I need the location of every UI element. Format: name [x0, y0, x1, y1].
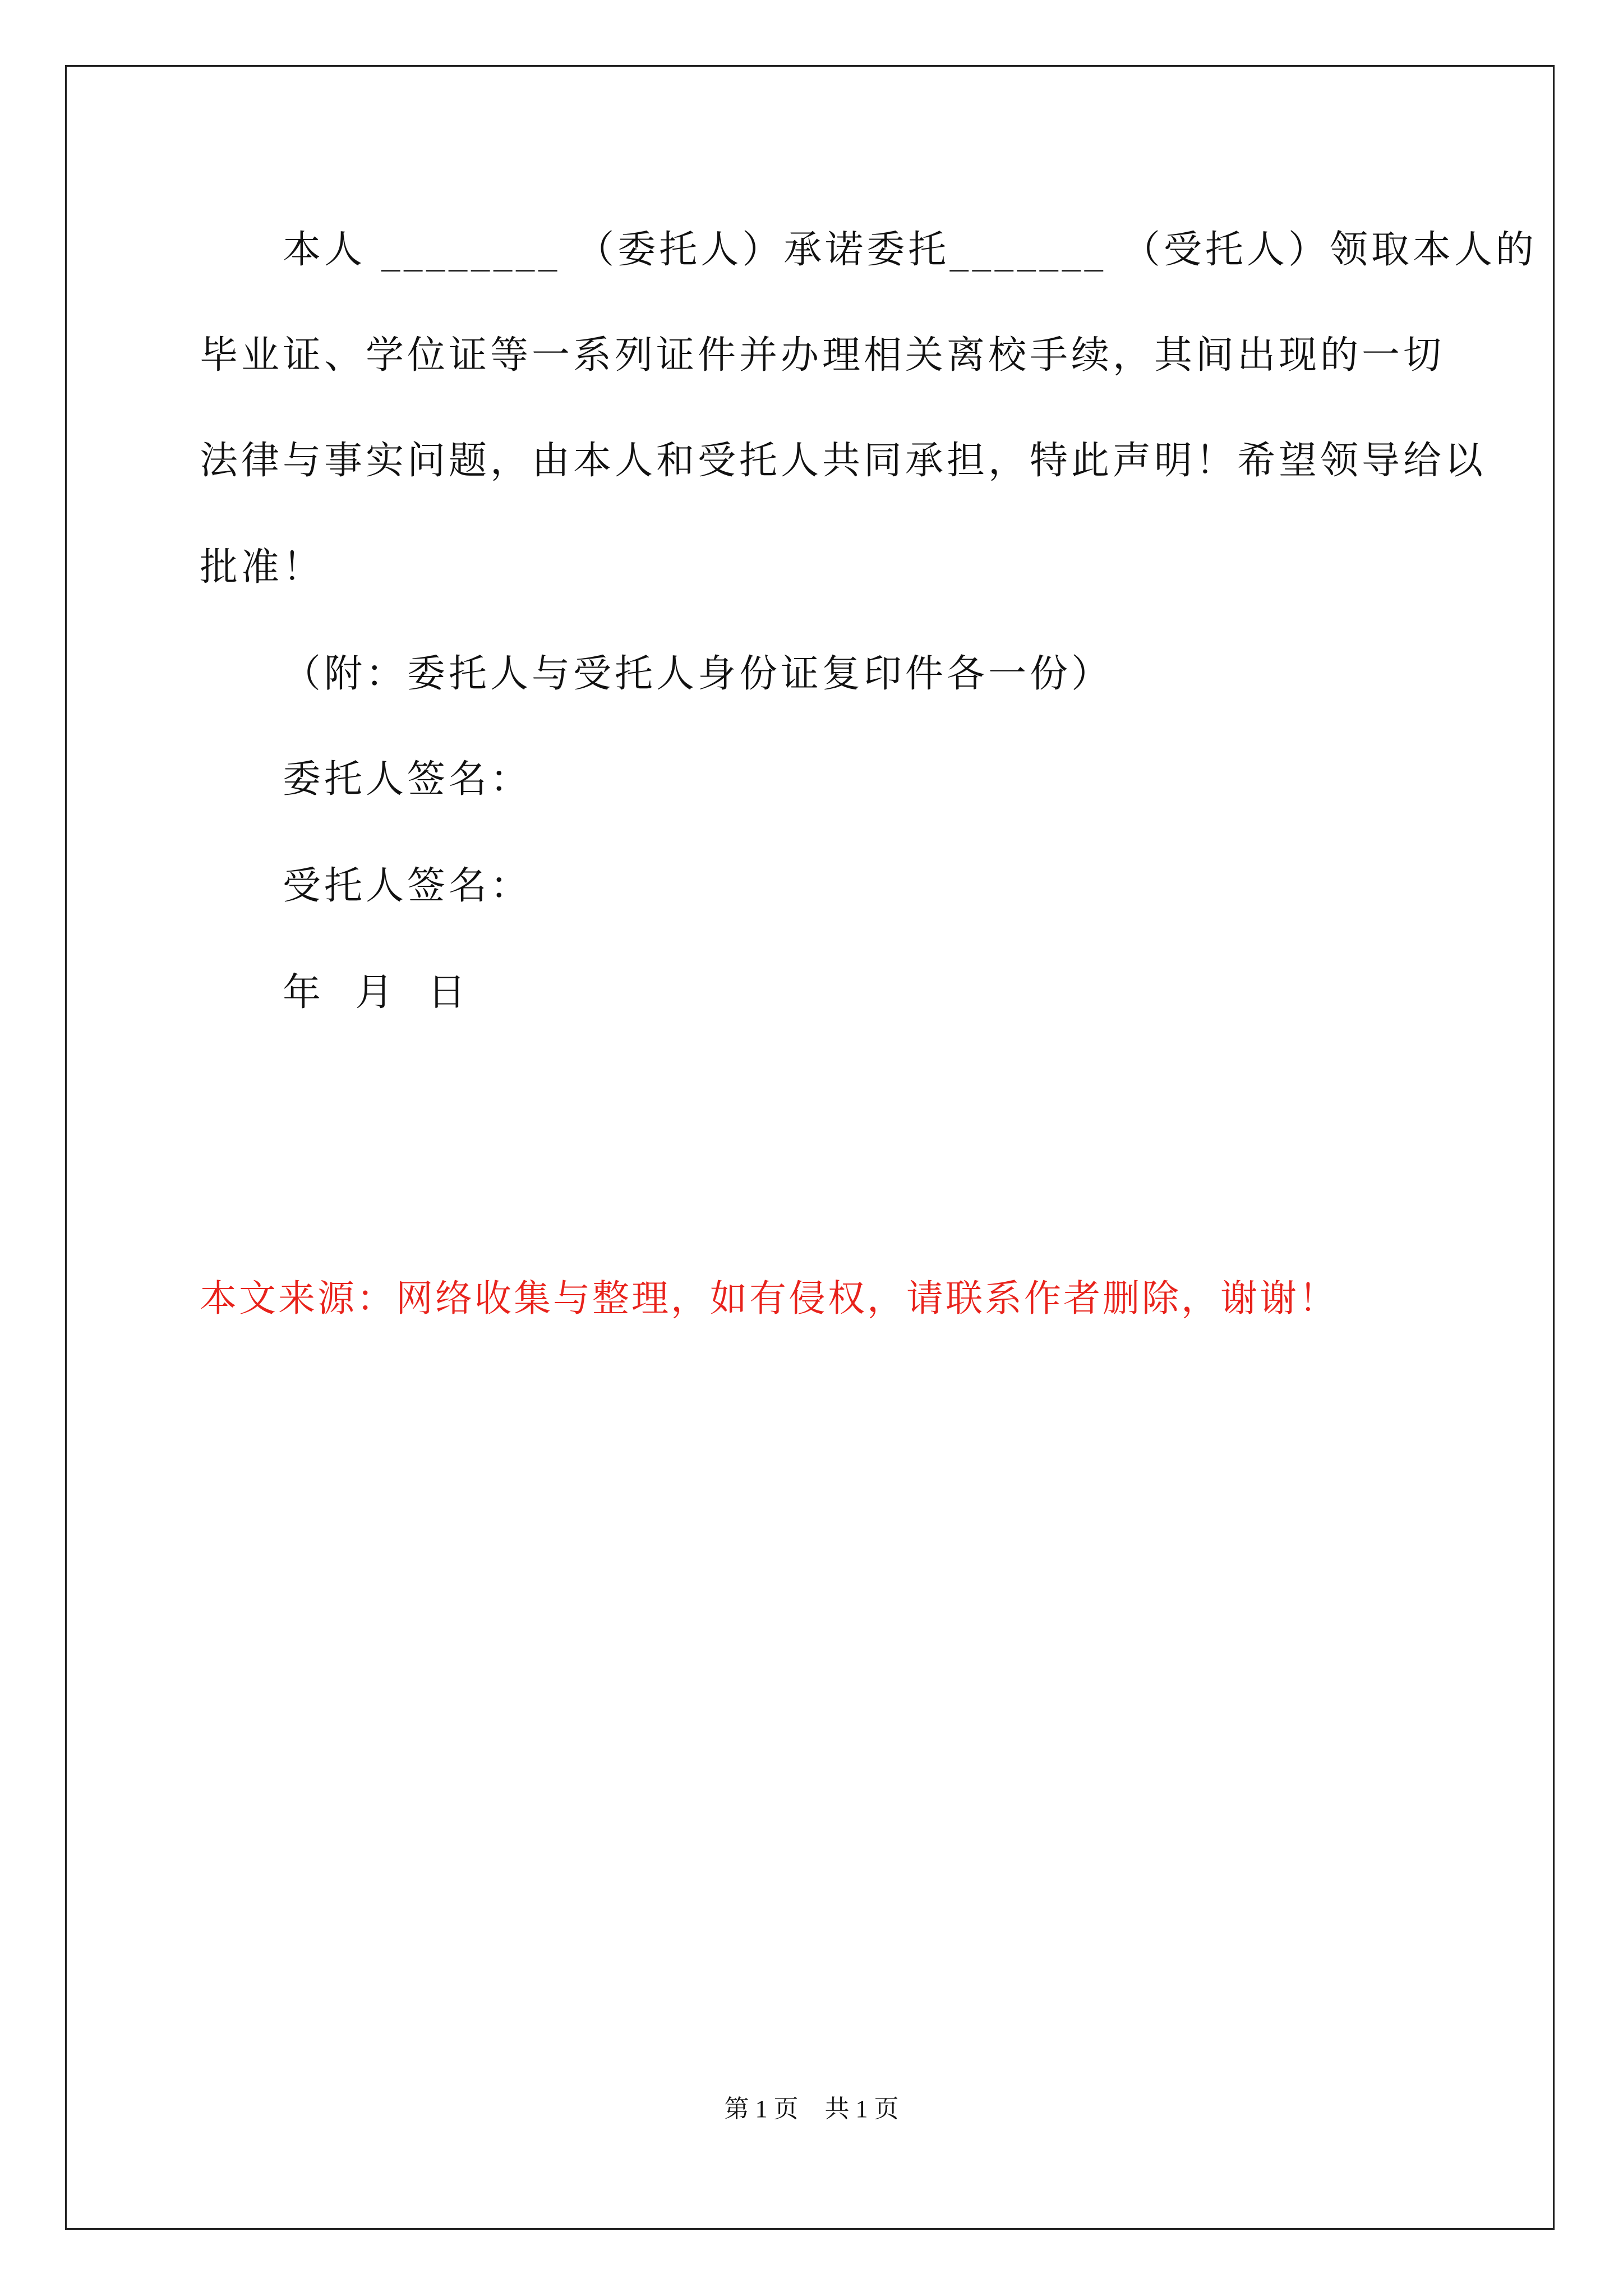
page-number-current: 第 1 页: [724, 2095, 799, 2123]
paragraph-line-4: 批准！: [200, 545, 325, 590]
paragraph-line-1: 本人 ________ （委托人）承诺委托_______ （受托人）领取本人的: [283, 228, 1537, 272]
page-number-total: 共 1 页: [824, 2095, 899, 2123]
paragraph-line-2: 毕业证、学位证等一系列证件并办理相关离校手续，其间出现的一切: [200, 333, 1445, 378]
paragraph-line-3: 法律与事实问题，由本人和受托人共同承担，特此声明！希望领导给以: [200, 439, 1487, 483]
date-label: 年 月 日: [283, 970, 469, 1015]
page-border: [65, 65, 1555, 2230]
agent-signature-label: 受托人签名：: [283, 864, 532, 908]
principal-signature-label: 委托人签名：: [283, 757, 532, 802]
source-disclaimer: 本文来源：网络收集与整理，如有侵权，请联系作者删除，谢谢！: [200, 1277, 1338, 1320]
page-footer: [0, 2097, 1623, 2122]
attachment-note: （附：委托人与受托人身份证复印件各一份）: [283, 652, 1113, 696]
